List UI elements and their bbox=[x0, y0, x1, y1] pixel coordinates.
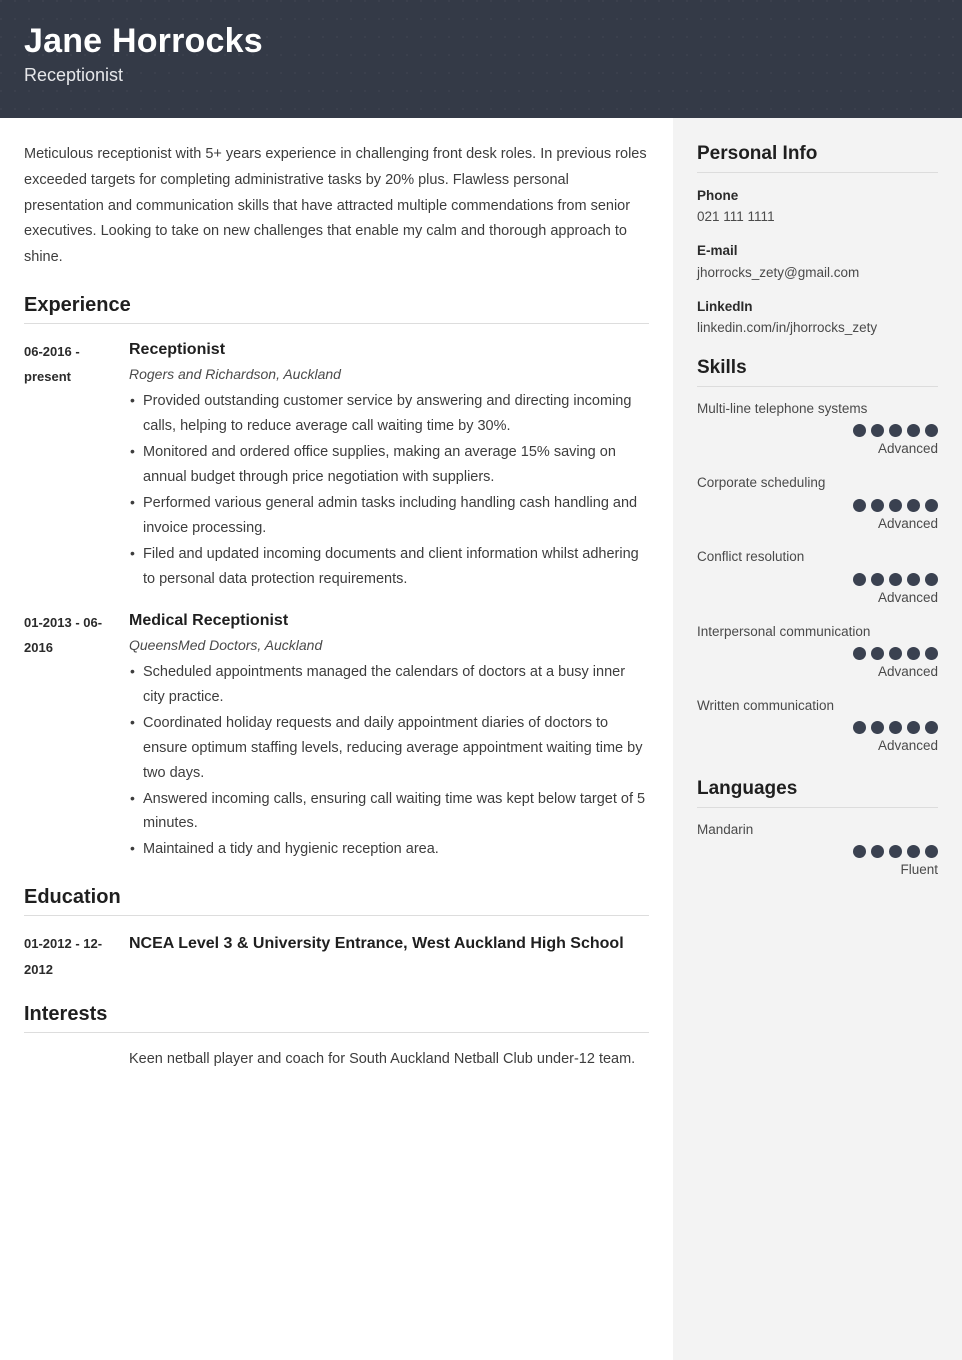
rating-dot-filled bbox=[889, 499, 902, 512]
entry-body bbox=[129, 609, 649, 864]
rating-dot-filled bbox=[853, 424, 866, 437]
skill-item bbox=[697, 399, 938, 459]
rating-dot-filled bbox=[853, 647, 866, 660]
skill-level: Advanced bbox=[877, 515, 938, 531]
rating-dot-filled bbox=[889, 647, 902, 660]
list-item: • Performed various general admin tasks including handling cash handling and invoice processing. bbox=[129, 491, 649, 541]
rating-dot-filled bbox=[889, 845, 902, 858]
skill-item bbox=[697, 622, 938, 682]
entry-dates: 01-2013 - 06-2016 bbox=[24, 614, 103, 656]
skill-label: Written communication bbox=[697, 697, 835, 713]
entry-body bbox=[129, 930, 649, 958]
entry-organization: Rogers and Richardson, Auckland bbox=[129, 366, 341, 383]
skill-label: Corporate scheduling bbox=[697, 475, 826, 491]
info-value[interactable]: linkedin.com/in/jhorrocks_zety bbox=[697, 320, 878, 336]
education-section bbox=[24, 885, 649, 982]
personal-info-heading: Personal Info bbox=[697, 143, 818, 164]
interests-section bbox=[24, 1002, 649, 1072]
interests-divider bbox=[24, 1032, 649, 1033]
info-value[interactable]: jhorrocks_zety@gmail.com bbox=[697, 264, 860, 280]
rating-dot-filled bbox=[889, 424, 902, 437]
list-item: • Provided outstanding customer service by answering and directing incoming calls, helping to reduce average call waiting time by 30%. bbox=[129, 389, 649, 439]
skill-level: Advanced bbox=[877, 441, 938, 457]
rating-dot-filled bbox=[925, 721, 938, 734]
experience-entries bbox=[24, 338, 649, 863]
languages-heading: Languages bbox=[697, 777, 798, 799]
rating-dot-filled bbox=[853, 499, 866, 512]
entry-dates: 01-2012 - 12-2012 bbox=[24, 936, 103, 977]
experience-divider bbox=[24, 323, 649, 324]
skill-rating-dots bbox=[697, 499, 938, 512]
experience-entry bbox=[24, 609, 649, 864]
education-heading: Education bbox=[24, 886, 121, 909]
rating-dot-filled bbox=[871, 647, 884, 660]
info-label: E-mail bbox=[697, 243, 738, 259]
list-item: • Scheduled appointments managed the calendars of doctors at a busy inner city practice. bbox=[129, 660, 649, 710]
interests-text: Keen netball player and coach for South Auckland Netball Club under-12 team. bbox=[129, 1051, 636, 1068]
sidebar-column bbox=[673, 118, 962, 1360]
entry-degree: NCEA Level 3 & University Entrance, West Auckland High School bbox=[129, 935, 624, 953]
skill-rating-dots bbox=[697, 721, 938, 734]
skills-heading: Skills bbox=[697, 357, 747, 379]
experience-heading: Experience bbox=[24, 293, 131, 316]
rating-dot-filled bbox=[871, 721, 884, 734]
personal-info-item-phone bbox=[697, 185, 938, 229]
skill-rating-dots bbox=[697, 573, 938, 586]
experience-entry bbox=[24, 338, 649, 593]
rating-dot-filled bbox=[907, 424, 920, 437]
education-entry bbox=[24, 930, 649, 982]
interests-heading: Interests bbox=[24, 1003, 108, 1026]
skill-level: Advanced bbox=[877, 737, 938, 753]
entry-bullet-list bbox=[129, 389, 649, 592]
skill-label: Conflict resolution bbox=[697, 549, 805, 565]
rating-dot-filled bbox=[907, 721, 920, 734]
skill-label: Multi-line telephone systems bbox=[697, 401, 868, 417]
list-item: • Monitored and ordered office supplies, making an average 15% saving on annual budget through price negotiation with suppliers. bbox=[129, 440, 649, 490]
list-item: • Filed and updated incoming documents and client information whilst adhering to personal data protection requirements. bbox=[129, 542, 649, 592]
main-column bbox=[0, 118, 673, 1360]
education-divider bbox=[24, 915, 649, 916]
rating-dot-filled bbox=[907, 499, 920, 512]
rating-dot-filled bbox=[889, 721, 902, 734]
candidate-job-title: Receptionist bbox=[24, 65, 124, 86]
personal-info-section bbox=[697, 143, 938, 339]
list-item: • Maintained a tidy and hygienic reception area. bbox=[129, 837, 649, 862]
resume-header bbox=[0, 0, 962, 118]
rating-dot-filled bbox=[907, 647, 920, 660]
skills-section bbox=[697, 357, 938, 756]
info-value[interactable]: 021 111 1111 bbox=[697, 209, 775, 225]
skill-rating-dots bbox=[697, 647, 938, 660]
rating-dot-filled bbox=[925, 845, 938, 858]
skill-item bbox=[697, 473, 938, 533]
entry-dates: 06-2016 - present bbox=[24, 343, 80, 385]
entry-organization: QueensMed Doctors, Auckland bbox=[129, 636, 323, 653]
rating-dot-filled bbox=[871, 424, 884, 437]
rating-dot-filled bbox=[871, 499, 884, 512]
experience-section bbox=[24, 293, 649, 863]
entry-body bbox=[129, 338, 649, 593]
entry-bullet-list bbox=[129, 660, 649, 863]
skill-item bbox=[697, 547, 938, 607]
skill-rating-dots bbox=[697, 424, 938, 437]
info-label: Phone bbox=[697, 187, 739, 203]
rating-dot-filled bbox=[853, 573, 866, 586]
languages-section bbox=[697, 778, 938, 880]
rating-dot-filled bbox=[871, 573, 884, 586]
rating-dot-filled bbox=[925, 424, 938, 437]
language-level: Fluent bbox=[900, 861, 938, 877]
rating-dot-filled bbox=[907, 573, 920, 586]
language-label: Mandarin bbox=[697, 821, 754, 837]
skill-level: Advanced bbox=[877, 663, 938, 679]
resume-body bbox=[0, 118, 962, 1360]
list-item: • Coordinated holiday requests and daily appointment diaries of doctors to ensure optimum staffing levels, reducing average appointment waiting time by two days. bbox=[129, 711, 649, 786]
skill-level: Advanced bbox=[877, 589, 938, 605]
personal-info-divider bbox=[697, 172, 938, 173]
rating-dot-filled bbox=[889, 573, 902, 586]
list-item: • Answered incoming calls, ensuring call waiting time was kept below target of 5 minutes. bbox=[129, 787, 649, 837]
rating-dot-filled bbox=[871, 845, 884, 858]
languages-divider bbox=[697, 807, 938, 808]
rating-dot-filled bbox=[925, 573, 938, 586]
skill-item bbox=[697, 696, 938, 756]
rating-dot-filled bbox=[853, 845, 866, 858]
skills-divider bbox=[697, 386, 938, 387]
candidate-name: Jane Horrocks bbox=[24, 22, 263, 60]
skill-label: Interpersonal communication bbox=[697, 623, 871, 639]
language-item bbox=[697, 820, 938, 880]
professional-summary: Meticulous receptionist with 5+ years experience in challenging front desk roles. In previous roles exceeded targets for completing administrative tasks by 20% plus. Flawless personal presentation and communication skills that have attracted multiple commendations from senior executives. Looking to take on new challenges that enable my calm and thorough approach to shine. bbox=[24, 146, 647, 266]
language-rating-dots bbox=[697, 845, 938, 858]
rating-dot-filled bbox=[925, 647, 938, 660]
personal-info-item-linkedin bbox=[697, 296, 938, 340]
entry-role: Medical Receptionist bbox=[129, 611, 289, 629]
entry-role: Receptionist bbox=[129, 340, 226, 358]
rating-dot-filled bbox=[925, 499, 938, 512]
info-label: LinkedIn bbox=[697, 298, 753, 314]
rating-dot-filled bbox=[853, 721, 866, 734]
rating-dot-filled bbox=[907, 845, 920, 858]
personal-info-item-email bbox=[697, 240, 938, 284]
